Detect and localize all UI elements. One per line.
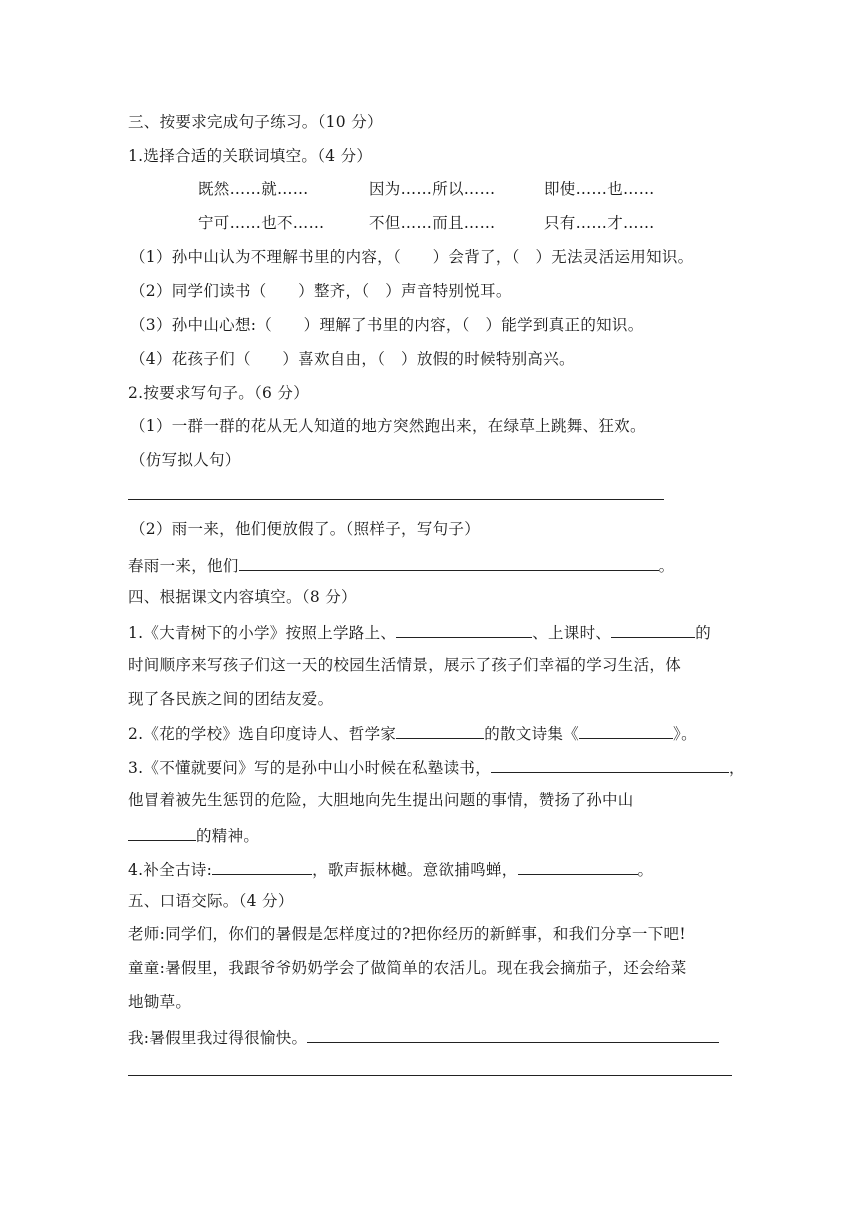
s4-q3-text-a: 3.《不懂就要问》写的是孙中山小时候在私塾读书， — [128, 759, 491, 777]
dialogue-teacher: 老师:同学们，你们的暑假是怎样度过的?把你经历的新鲜事，和我们分享一下吧! — [128, 925, 686, 943]
s4-q1-text-c: 的 — [695, 624, 712, 642]
answer-line-q2-1[interactable] — [128, 499, 664, 500]
s4-q3-line3 — [128, 824, 259, 846]
option-2: 因为……所以…… — [369, 180, 496, 198]
section-4-title: 四、根据课文内容填空。（8 分） — [128, 588, 357, 606]
section-5-title: 五、口语交际。（4 分） — [128, 892, 294, 910]
s4-q4-line — [128, 858, 653, 880]
dialogue-tongtong-2: 地锄草。 — [128, 993, 192, 1011]
s4-q1-line1 — [128, 621, 711, 643]
answer-blank-s5-1[interactable] — [307, 1026, 719, 1043]
answer-blank-s4-q3-b[interactable] — [128, 824, 196, 841]
s4-q2-text-a: 2.《花的学校》选自印度诗人、哲学家 — [128, 725, 397, 743]
answer-blank-s4-q1-b[interactable] — [611, 621, 695, 638]
s4-q3-text-b: ， — [729, 759, 745, 777]
option-5: 不但……而且…… — [369, 214, 496, 232]
dialogue-me-prefix: 我:暑假里我过得很愉快。 — [128, 1029, 308, 1047]
answer-blank-s4-q4-b[interactable] — [518, 858, 638, 875]
q2-item-2-answer — [128, 554, 674, 576]
question-1-title: 1.选择合适的关联词填空。（4 分） — [128, 147, 373, 165]
s4-q3-line1 — [128, 756, 745, 778]
s4-q2-text-b: 的散文诗集《 — [484, 725, 580, 743]
section-3-title: 三、按要求完成句子练习。（10 分） — [128, 113, 383, 131]
dialogue-me — [128, 1026, 719, 1048]
s4-q4-text-b: ，歌声振林樾。意欲捕鸣蝉， — [312, 861, 518, 879]
s4-q1-line3: 现了各民族之间的团结友爱。 — [128, 690, 334, 708]
q1-item-3: （3）孙中山心想:（ ）理解了书里的内容，（ ）能学到真正的知识。 — [130, 316, 644, 334]
s4-q1-text-b: 、上课时、 — [532, 624, 612, 642]
s4-q2-line — [128, 722, 697, 744]
q2-item-1: （1）一群一群的花从无人知道的地方突然跑出来，在绿草上跳舞、狂欢。 — [130, 417, 646, 435]
question-2-title: 2.按要求写句子。（6 分） — [128, 384, 310, 402]
answer-blank-s4-q2-a[interactable] — [396, 722, 484, 739]
option-6: 只有……才…… — [544, 214, 655, 232]
q1-item-2: （2）同学们读书（ ）整齐，（ ）声音特别悦耳。 — [130, 282, 512, 300]
answer-blank-q2-2[interactable] — [239, 554, 659, 571]
s4-q4-text-a: 4.补全古诗: — [128, 861, 213, 879]
answer-blank-s4-q2-b[interactable] — [579, 722, 673, 739]
s4-q4-text-c: 。 — [637, 861, 654, 879]
q2-item-2: （2）雨一来，他们便放假了。（照样子，写句子） — [130, 520, 481, 538]
answer-prefix: 春雨一来，他们 — [128, 557, 239, 575]
s4-q1-line2: 时间顺序来写孩子们这一天的校园生活情景，展示了孩子们幸福的学习生活，体 — [128, 656, 682, 674]
q1-item-4: （4）花孩子们（ ）喜欢自由，（ ）放假的时候特别高兴。 — [130, 350, 575, 368]
answer-suffix: 。 — [658, 557, 675, 575]
option-3: 即使……也…… — [544, 180, 655, 198]
s4-q3-line2: 他冒着被先生惩罚的危险，大胆地向先生提出问题的事情，赞扬了孙中山 — [128, 791, 634, 809]
s4-q3-text-c: 的精神。 — [196, 827, 260, 845]
dialogue-tongtong-1: 童童:暑假里，我跟爷爷奶奶学会了做简单的农活儿。现在我会摘茄子，还会给菜 — [128, 959, 687, 977]
answer-blank-s4-q3-a[interactable] — [491, 756, 729, 773]
answer-line-s5-2[interactable] — [128, 1075, 732, 1076]
q1-item-1: （1）孙中山认为不理解书里的内容，（ ）会背了，（ ）无法灵活运用知识。 — [130, 248, 694, 266]
answer-blank-s4-q1-a[interactable] — [396, 621, 532, 638]
option-4: 宁可……也不…… — [198, 214, 325, 232]
answer-blank-s4-q4-a[interactable] — [212, 858, 312, 875]
s4-q1-text-a: 1.《大青树下的小学》按照上学路上、 — [128, 624, 397, 642]
q2-item-1-note: （仿写拟人句） — [130, 451, 241, 469]
option-1: 既然……就…… — [198, 180, 309, 198]
s4-q2-text-c: 》。 — [673, 725, 697, 743]
